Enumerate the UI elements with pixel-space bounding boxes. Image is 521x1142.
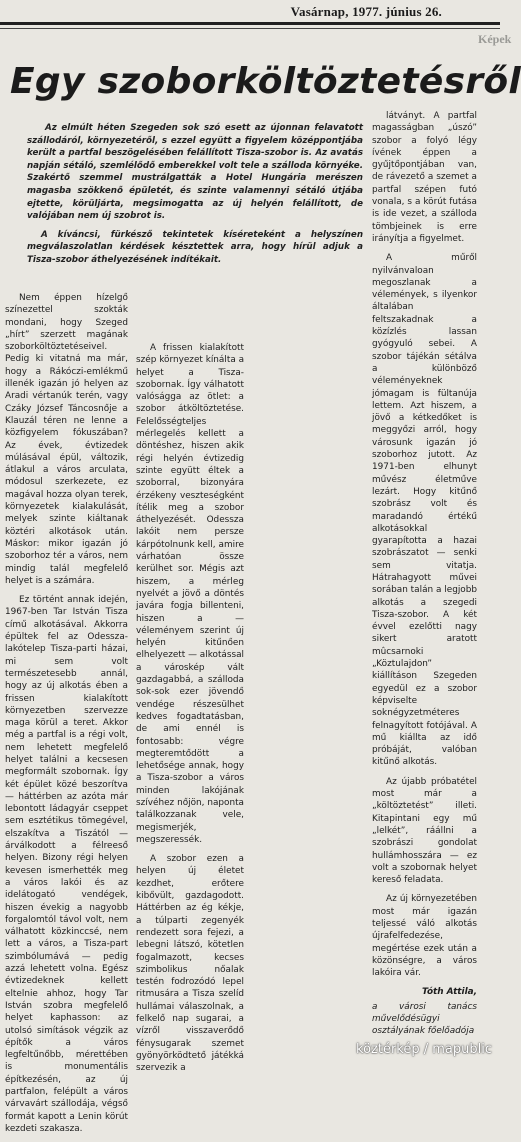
- header-rule: [0, 22, 500, 25]
- body-paragraph: Nem éppen hízelgő színezettel szokták mondani, hogy Szeged „hírt” szerzett magának szoborköltöztetéseivel. Pedig ki vitatná ma már, hogy a Rákóczi-emlékmű illenék igazán jó helyen az Aradi vértanúk terén, vagy Czáky József Táncosnője a Klauzál téren ne lenne a közfigyelem fókuszában? Az évek, évtizedek múlásával épül, változik, átlakul a város arculata, módosul szerkezete, ez magával hozza olyan terek, környezetek kialakulását, melyek szinte kiáltanak köztéri alkotások után. Máskor: mikor igazán jó szoborhoz tér a város, nem mindig talál megfelelő helyet is a számára.: [5, 293, 128, 586]
- article-lead: [27, 122, 363, 273]
- body-paragraph: Az új környezetében most már igazán teljessé váló alkotás újrafelfedezése, megértése ezek után a közönségre, a város lakóira vár.: [372, 894, 477, 979]
- body-paragraph: A frissen kialakított szép környezet kínálta a helyet a Tisza-szobornak. Így válhatott valóságga az ötlet: a szobor átköltöztetése. Felelősségteljes mérlegelés kellett a döntéshez, hiszen akik régi helyén évtizedig szinte együtt éltek a szoborral, bizonyára érzékeny veszteségként ítélik meg a szobor áthelyezését. Odessza lakóit nem persze kárpótolnunk kell, amire várhatóan össze kerülhet sor. Mégis azt hiszem, a mérleg nyelvét a jövő a döntés javára fogja billenteni, hiszen a — véleményem szerint új helyén kitűnően elhelyezett — alkotással a városkép vált gazdagabbá, a szálloda sok-sok ezer jövendő vendége részesülhet kedves fogadtatásban, de ami ennél is fontosabb: végre megteremtődött a lehetősége annak, hogy a Tisza-szobor a város minden lakójának szívéhez nőjön, naponta találkozzanak vele, megismerjék, megszeressék.: [136, 343, 245, 845]
- article-headline: Egy szoborköltöztetésről: [10, 61, 521, 102]
- body-paragraph: Az újabb próbatétel most már a „költöztetést” illeti. Kitapintani egy mű „lelkét”, ráállni a szobrászi gondolat hullámhosszára — ez volt a szobornak helyet kereső feladata.: [372, 776, 477, 886]
- author-signature: Tóth Attila,: [422, 987, 477, 998]
- header-rule-thin: [0, 28, 500, 29]
- body-paragraph: látványt. A partfal magasságban „úszó” szobor a folyó légy ívének éppen a gyűjtőpontjában van, de rávezető a szemet a partfal szépen futó vonala, s a körút futása is ide vezet, a szálloda tömbjeinek is erre irányítja a figyelmet.: [372, 111, 477, 244]
- body-paragraph: A műről nyilvánvaloan megoszlanak a vélemények, s ilyenkor általában feltszakadnak a közízlés lassan gyógyuló sebei. A szobor tájékán sétálva a különböző véleményeknek jómagam is fültanúja lettem. Azt hiszem, a jövő a kétkedőket is meggyőzi arról, hogy városunk igazán jó szoborhoz jutott. Az 1971-ben elhunyt művész életműve lezárt. Hogy kitűnő szobrász volt és maradandó értékű alkotásokkal gyarapította a hazai szobrászatot — senki sem vitatja. Hátrahagyott művei sorában talán a legjobb alkotás a szegedi Tisza-szobor. A két évvel ezelőtti nagy sikert aratott mûcsarnoki „Köztulajdon” kiállításon Szegeden egyedül ez a szobor képviselte soknégyzetméteres felnagyított fotójával. A mű kiállta az idő próbáját, valóban kitűnő alkotás.: [372, 253, 477, 768]
- author-byline: a városi tanács művelődésügyi osztályának főelőadója: [372, 1001, 477, 1037]
- lead-paragraph: Az elmúlt héten Szegeden sok szó esett az újonnan felavatott szállodáról, környezetéről, s ezzel együtt a figyelem középpontjába került a partfal beszögelésében felállított Tisza-szobor is. Az avatás napján sétáló, szemlélődő emberekkel volt tele a szálloda környéke. Szakértő szemmel mustrálgatták a Hotel Hungária merészen magasba szökkenő épületét, és szinte valamennyi sétáló útjába ejtette, körüljárta, megsimogatta az új helyén felállított, de valójában nem új szobrot is.: [27, 123, 363, 222]
- adjacent-column-fragment: Képek: [478, 32, 512, 46]
- body-paragraph: A szobor ezen a helyen új életet kezdhet, erőtere kibővült, gazdagodott. Háttérben az ég kékje, a túlparti zegenyék rendezett sora fejezi, a lebegni látszó, kötetlen fogalmazott, kecses szimbolikus nőalak testén fodrozódó lepel ritmusára a Tisza szelíd hullámai válaszolnak, a felkelő nap sugarai, a vízről visszaverődő fénysugarak szemet gyönyörködtető játékká szervezik a: [136, 854, 244, 1074]
- lead-paragraph: A kíváncsi, fürkésző tekintetek kíséreteként a helyszínen megválaszolatlan kérdések késztettek arra, hogy hírül adjuk a Tisza-szobor áthelyezésének indítékait.: [27, 229, 363, 265]
- body-paragraph: Ez történt annak idején, 1967-ben Tar István Tisza című alkotásával. Akkorra épültek fel az Odessza-lakótelep Tisza-parti házai, mi sem volt természetesebb annál, hogy az új alkotás ében a frissen kialakított környezetben szervezze maga körül a teret. Akkor még a partfal is a régi volt, nem lehetett megfelelő helyet találni a kecsesen megformált szobornak. Így két épület közé beszorítva — háttérben az azóta már lebontott ládagyár cseppet sem esztétikus tömegével, elszakítva a Tiszától — árválkodott a félreeső helyen. Bizony régi helyen kevesen ismerhették meg a város lakói és az idelátogató vendégek, hiszen évekig a nagyobb forgalomtól távol volt, nem válhatott közkinccsé, nem lett a város, a Tisza-part szimbólumává — pedig azzá lehetett volna. Egész évtizedeknek kellett eltelnie ahhoz, hogy Tar István szobra megfelelő helyet kaphasson: az utolsó simítások végzik az építők a város legfeltűnőbb, mérettében is monumentális építkezésén, az új partfalon, felépült a város várvavárt szállodája, végső formát kapott a Lenin körút kezdeti szakasza.: [5, 595, 128, 1134]
- dateline: Vasárnap, 1977. június 26.: [290, 4, 442, 19]
- article-column-3: [372, 110, 477, 1038]
- article-column-2: [136, 342, 244, 1082]
- article-column-1: [5, 292, 128, 1142]
- watermark: köztérkép / mapublic: [356, 1042, 492, 1057]
